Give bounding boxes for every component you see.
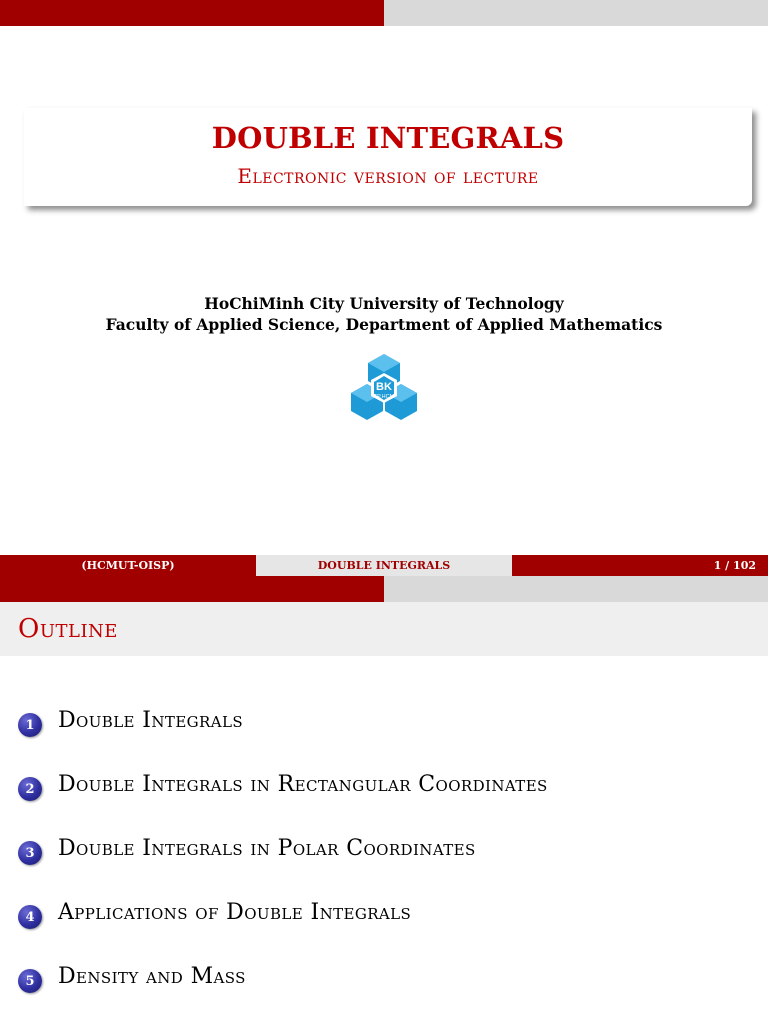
- page-number-text: 1 / 102: [713, 559, 756, 572]
- footer-author: (HCMUT-OISP): [0, 555, 256, 576]
- top-progress-bar: [0, 576, 768, 602]
- frame-title: Outline: [18, 614, 118, 644]
- footer-page-number: [512, 555, 768, 576]
- footer-title: DOUBLE INTEGRALS: [256, 555, 512, 576]
- logo-text-city: TP.HCM: [373, 394, 395, 400]
- bullet-number-icon: 4: [18, 905, 42, 929]
- bullet-number-icon: 3: [18, 841, 42, 865]
- institution-name: HoChiMinh City University of Technology: [204, 294, 564, 313]
- outline-slide: [0, 576, 768, 1024]
- bullet-number-icon: 1: [18, 713, 42, 737]
- outline-item-label: Density and Mass: [58, 964, 246, 989]
- outline-item-label: Double Integrals: [58, 708, 244, 733]
- logo-text-bk: BK: [376, 381, 392, 393]
- top-bar-red-segment: [0, 0, 384, 26]
- outline-item-label: Applications of Double Integrals: [58, 900, 412, 925]
- frame-title-bar: [0, 602, 768, 656]
- bk-university-logo-icon: [350, 353, 418, 423]
- slide-footer: [0, 555, 768, 576]
- outline-item-label: Double Integrals in Polar Coordinates: [58, 836, 476, 861]
- presentation-subtitle: Electronic version of lecture: [237, 164, 539, 188]
- title-box: [24, 108, 752, 206]
- top-progress-bar: [0, 0, 768, 26]
- top-bar-grey-segment: [384, 576, 768, 602]
- bullet-number-icon: 5: [18, 969, 42, 993]
- outline-item-label: Double Integrals in Rectangular Coordinates: [58, 772, 548, 797]
- top-bar-grey-segment: [384, 0, 768, 26]
- department-name: Faculty of Applied Science, Department of Applied Mathematics: [105, 315, 663, 334]
- top-bar-red-segment: [0, 576, 384, 602]
- presentation-title: DOUBLE INTEGRALS: [211, 121, 565, 155]
- bullet-number-icon: 2: [18, 777, 42, 801]
